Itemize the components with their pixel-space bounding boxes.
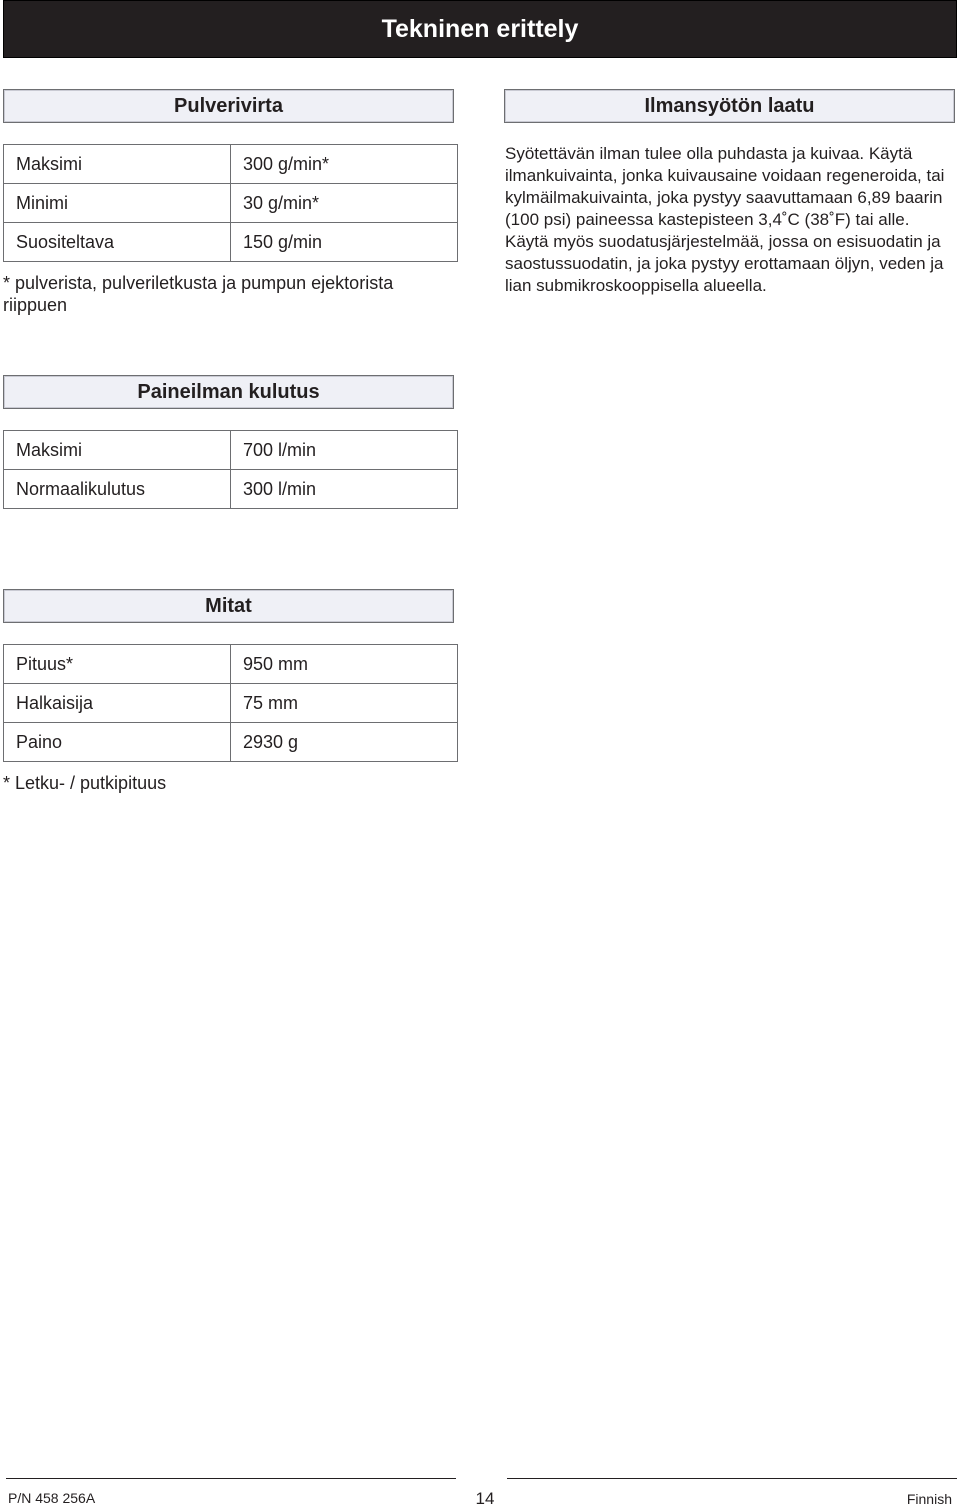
air-consumption-title [3, 375, 454, 409]
powder-flow-title [3, 89, 454, 123]
page-number: 14 [475, 1489, 495, 1508]
spec-label: Pituus* [4, 645, 231, 684]
spec-value: 75 mm [231, 684, 458, 723]
spec-value: 30 g/min* [231, 184, 458, 223]
table-row [4, 645, 458, 684]
table-row [4, 223, 458, 262]
air-quality-title [504, 89, 955, 123]
spec-value: 300 l/min [231, 470, 458, 509]
dimensions-title-text: Mitat [205, 594, 252, 617]
footer-rule-left [6, 1478, 456, 1479]
air-quality-title-text: Ilmansyötön laatu [644, 94, 815, 117]
powder-flow-note: * pulverista, pulveriletkusta ja pumpun ejektorista riippuen [3, 273, 394, 315]
dimensions-title [3, 589, 454, 623]
dimensions-table [3, 644, 458, 762]
language-label: Finnish [906, 1491, 952, 1507]
footer-rule-right [507, 1478, 957, 1479]
spec-value: 700 l/min [231, 431, 458, 470]
spec-label: Minimi [4, 184, 231, 223]
spec-value: 2930 g [231, 723, 458, 762]
table-row [4, 431, 458, 470]
table-row [4, 684, 458, 723]
table-row [4, 723, 458, 762]
table-row [4, 470, 458, 509]
spec-label: Halkaisija [4, 684, 231, 723]
powder-flow-title-text: Pulverivirta [174, 94, 283, 117]
spec-label: Normaalikulutus [4, 470, 231, 509]
spec-value: 150 g/min [231, 223, 458, 262]
spec-value: 300 g/min* [231, 145, 458, 184]
spec-label: Paino [4, 723, 231, 762]
spec-label: Maksimi [4, 431, 231, 470]
dimensions-note: * Letku- / putkipituus [3, 773, 167, 793]
part-number: P/N 458 256A [8, 1490, 96, 1506]
powder-flow-table [3, 144, 458, 262]
table-row [4, 145, 458, 184]
spec-label: Suositeltava [4, 223, 231, 262]
air-quality-text: Syötettävän ilman tulee olla puhdasta ja kuivaa. Käytä ilmankuivainta, jonka kuivausaine voidaan regeneroida, tai kylmäilmakuivainta, joka pystyy saavuttamaan 6,89 baarin (100 psi) paineessa kastepisteen 3,4˚C (38˚F) tai alle. Käytä myös suodatusjärjestelmää, jossa on esisuodatin ja saostussuodatin, ja joka pystyy erottamaan öljyn, veden ja lian submikroskooppisella alueella. [505, 144, 945, 295]
air-consumption-table [3, 430, 458, 509]
spec-label: Maksimi [4, 145, 231, 184]
air-consumption-title-text: Paineilman kulutus [137, 380, 320, 403]
spec-value: 950 mm [231, 645, 458, 684]
page-title: Tekninen erittely [381, 14, 579, 43]
page-title-banner [3, 0, 957, 58]
table-row [4, 184, 458, 223]
